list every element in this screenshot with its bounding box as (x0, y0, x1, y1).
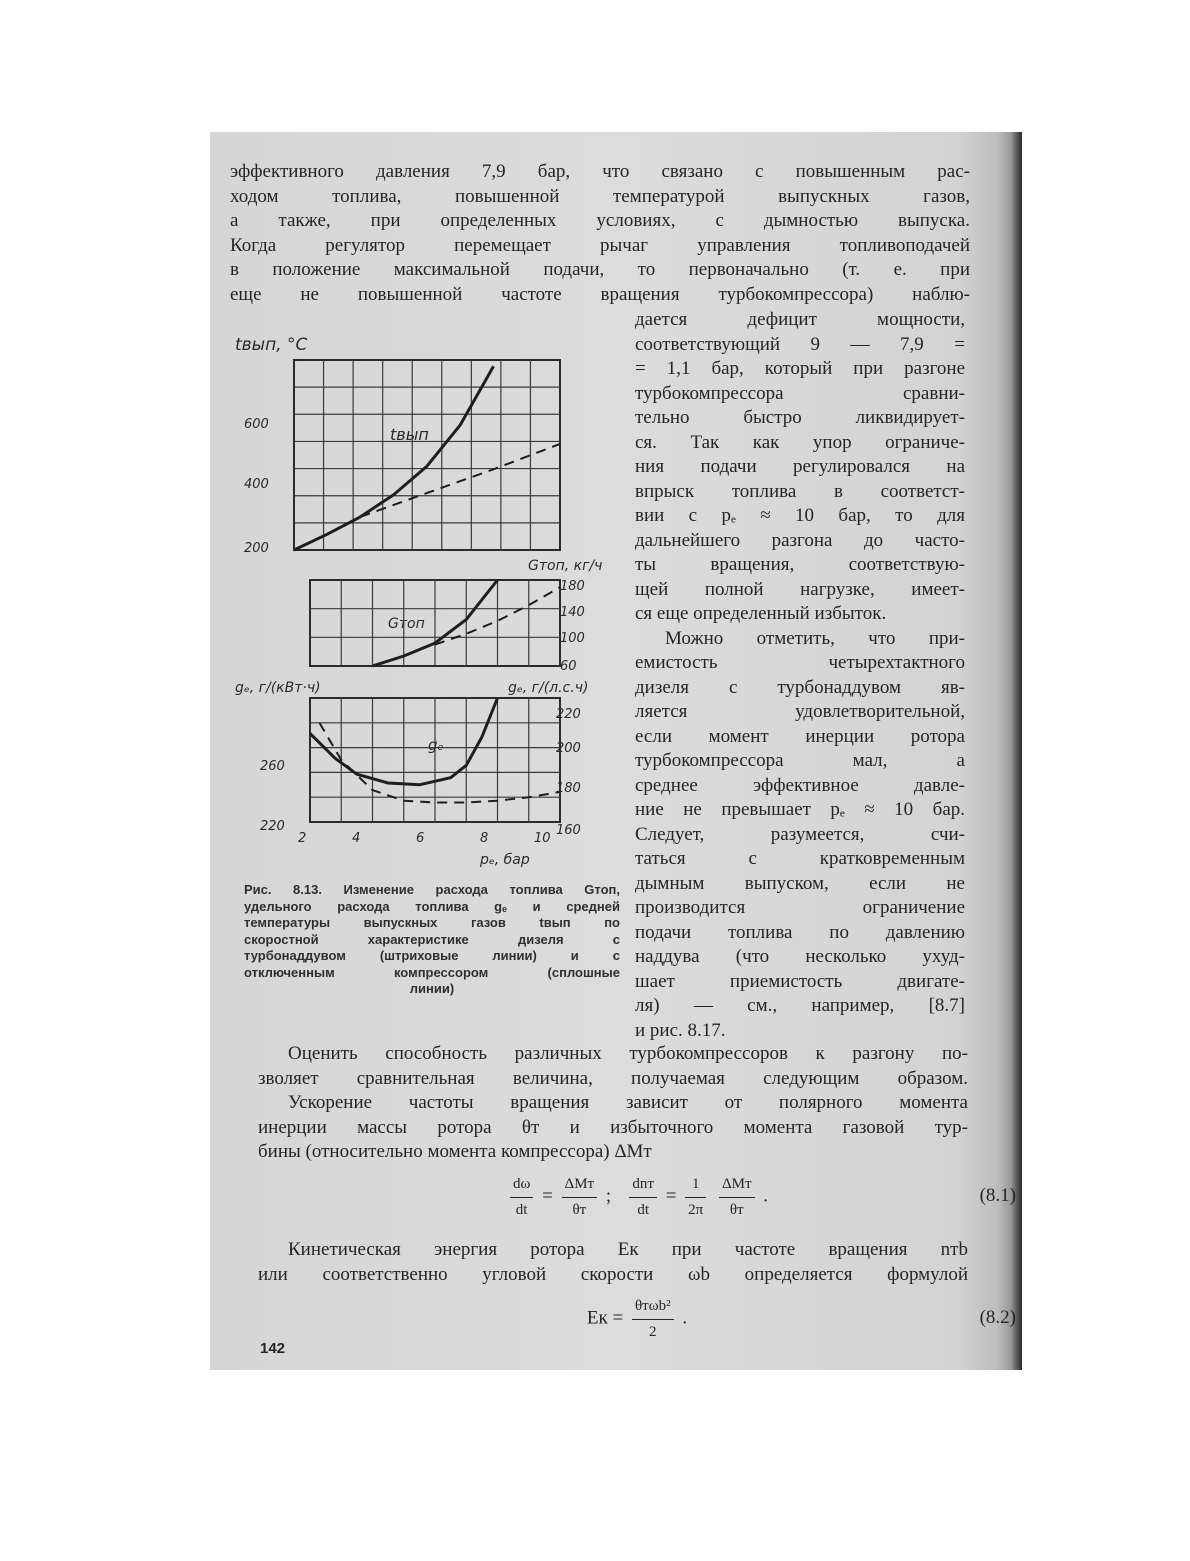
text-line: щей полной нагрузке, имеет- (635, 578, 965, 600)
g-top-curve-label: Gтоп (388, 616, 425, 632)
equation-number: (8.1) (979, 1185, 1016, 1206)
g-e-left-axis-label: gₑ, г/(кВт·ч) (235, 680, 321, 696)
text-line: если момент инерции ротора (635, 725, 965, 747)
text-line: ния подачи регулировался на (635, 456, 965, 477)
text-line: или соответственно угловой скорости ωb определяется формулой (258, 1263, 968, 1285)
text-line: ты вращения, соответствую- (635, 554, 965, 575)
text-line: среднее эффективное давле- (635, 774, 965, 796)
text-line: ляется удовлетворительной, (635, 701, 965, 722)
text-line: ние не превышает pₑ ≈ 10 бар. (635, 799, 965, 820)
t-vyp-tick-400: 400 (244, 477, 269, 492)
g-top-tick-100: 100 (560, 631, 585, 646)
g-top-tick-60: 60 (560, 659, 577, 674)
t-vyp-curve-label: tвып (390, 425, 429, 444)
text-line: Следует, разумеется, счи- (635, 823, 965, 845)
fuel-flow-panel (310, 580, 560, 666)
g-e-left-tick-220: 220 (260, 819, 285, 834)
x-tick-6: 6 (416, 831, 425, 846)
t-vyp-tick-200: 200 (244, 541, 269, 556)
x-axis-label: pₑ, бар (480, 852, 530, 868)
figure-8-13-chart (230, 332, 610, 882)
text-line: емистость четырехтактного (635, 652, 965, 673)
series-dashed-line (319, 723, 560, 803)
text-line: Кинетическая энергия ротора Eк при частоте вращения nтb (288, 1239, 968, 1260)
text-line: шает приемистость двигате- (635, 970, 965, 992)
text-line: Ускорение частоты вращения зависит от полярного момента (288, 1092, 968, 1113)
panel-frame (294, 360, 560, 550)
page-number: 142 (260, 1340, 286, 1357)
g-e-right-tick-160: 160 (556, 823, 581, 838)
figure-caption (244, 882, 620, 998)
text-line: Оценить способность различных турбокомпрессоров к разгону по- (288, 1043, 968, 1064)
g-e-left-tick-260: 260 (260, 759, 285, 774)
caption-line: температуры выпускных газов tвып по (244, 915, 620, 930)
caption-line: линии) (409, 981, 455, 996)
g-top-tick-140: 140 (560, 605, 585, 620)
equation-8-2: Eк = $\frac{\text{θтωb²}}{2}$ . (8.2) (258, 1294, 1016, 1342)
g-e-right-tick-220: 220 (556, 707, 581, 722)
text-line: впрыск топлива в соответст- (635, 480, 965, 502)
x-tick-2: 2 (298, 831, 307, 846)
equation-number: (8.2) (979, 1307, 1016, 1328)
kinetic-energy-paragraph (258, 1238, 968, 1287)
g-e-right-axis-label: gₑ, г/(л.с.ч) (508, 680, 589, 696)
text-line: дальнейшего разгона до часто- (635, 529, 965, 551)
text-line: ся. Так как упор ограниче- (635, 431, 965, 453)
text-line: производится ограничение (635, 897, 965, 918)
g-top-tick-180: 180 (560, 579, 585, 594)
g-top-axis-label: Gтоп, кг/ч (528, 558, 603, 574)
text-line: дымным выпуском, если не (635, 872, 965, 894)
text-line: ся еще определенный избыток. (635, 603, 887, 624)
text-line: дизеля с турбонаддувом яв- (635, 676, 965, 698)
text-line: зволяет сравнительная величина, получаемая следующим образом. (258, 1067, 968, 1089)
text-line: вии с pₑ ≈ 10 бар, то для (635, 505, 965, 526)
t-vyp-axis-label: tвып, °C (235, 335, 308, 355)
x-tick-10: 10 (534, 831, 551, 846)
right-column-text (635, 308, 965, 1043)
text-line: соответствующий 9 — 7,9 = (635, 333, 965, 355)
fraction: $\frac{\text{θтωb²}}{2}$ (632, 1294, 674, 1344)
text-line: подачи топлива по давлению (635, 921, 965, 943)
caption-line: турбонаддувом (штриховые линии) и с (244, 948, 620, 963)
text-line: в положение максимальной подачи, то первоначально (т. е. при (230, 259, 970, 280)
caption-line: отключенным компрессором (сплошные (244, 964, 620, 980)
bottom-paragraph (258, 1042, 1016, 1340)
text-line: Когда регулятор перемещает рычаг управления топливоподачей (230, 234, 970, 256)
text-line: тельно быстро ликвидирует- (635, 407, 965, 428)
g-e-right-tick-180: 180 (556, 781, 581, 796)
top-paragraph (230, 160, 970, 307)
t-vyp-tick-600: 600 (244, 417, 269, 432)
text-line: Можно отметить, что при- (665, 627, 965, 649)
x-tick-4: 4 (352, 831, 361, 846)
text-line: инерции массы ротора θт и избыточного момента газовой тур- (258, 1116, 968, 1138)
text-line: таться с кратковременным (635, 848, 965, 869)
g-e-right-tick-200: 200 (556, 741, 581, 756)
caption-line: Рис. 8.13. Изменение расхода топлива Gтоп, (244, 882, 620, 897)
fraction: $\frac{1}{2\pi}$ (685, 1172, 706, 1222)
text-line: наддува (что несколько ухуд- (635, 946, 965, 967)
text-line: бины (относительно момента компрессора) ΔMт (258, 1141, 652, 1162)
text-line: эффективного давления 7,9 бар, что связано с повышенным рас- (230, 161, 970, 182)
text-line: а также, при определенных условиях, с дымностью выпуска. (230, 210, 970, 231)
caption-line: удельного расхода топлива gₑ и средней (244, 898, 620, 914)
fraction: $\frac{d\omega}{dt}$ (510, 1172, 533, 1222)
text-line: турбокомпрессора мал, а (635, 750, 965, 771)
fraction: $\frac{\text{ΔMт}}{\theta т}$ (562, 1172, 598, 1222)
specific-consumption-panel (310, 698, 560, 822)
book-page (210, 132, 1022, 1370)
fraction: $\frac{\text{ΔMт}}{\theta т}$ (719, 1172, 755, 1222)
equation-8-1: $\frac{d\omega}{dt}$ = $\frac{\text{ΔMт}}{\theta т}$ ; $\frac{\text{dnт}}{dt}$ = $\frac{1}{2\pi}$ $\frac{\text{ΔMт}}{\theta т}$ . (8.1) (258, 1172, 1016, 1220)
fraction: $\frac{\text{dnт}}{dt}$ (629, 1172, 657, 1222)
g-e-curve-label: gₑ (428, 736, 444, 754)
text-line: = 1,1 бар, который при разгоне (635, 358, 965, 379)
text-line: и рис. 8.17. (635, 1019, 726, 1041)
text-line: дается дефицит мощности, (635, 309, 965, 330)
text-line: ля) — см., например, [8.7] (635, 995, 965, 1016)
text-line: ходом топлива, повышенной температурой выпускных газов, (230, 185, 970, 207)
exhaust-temperature-panel (294, 360, 560, 550)
text-line: еще не повышенной частоте вращения турбокомпрессора) наблю- (230, 283, 970, 305)
text-line: турбокомпрессора сравни- (635, 382, 965, 404)
caption-line: скоростной характеристике дизеля с (244, 931, 620, 947)
x-tick-8: 8 (480, 831, 489, 846)
